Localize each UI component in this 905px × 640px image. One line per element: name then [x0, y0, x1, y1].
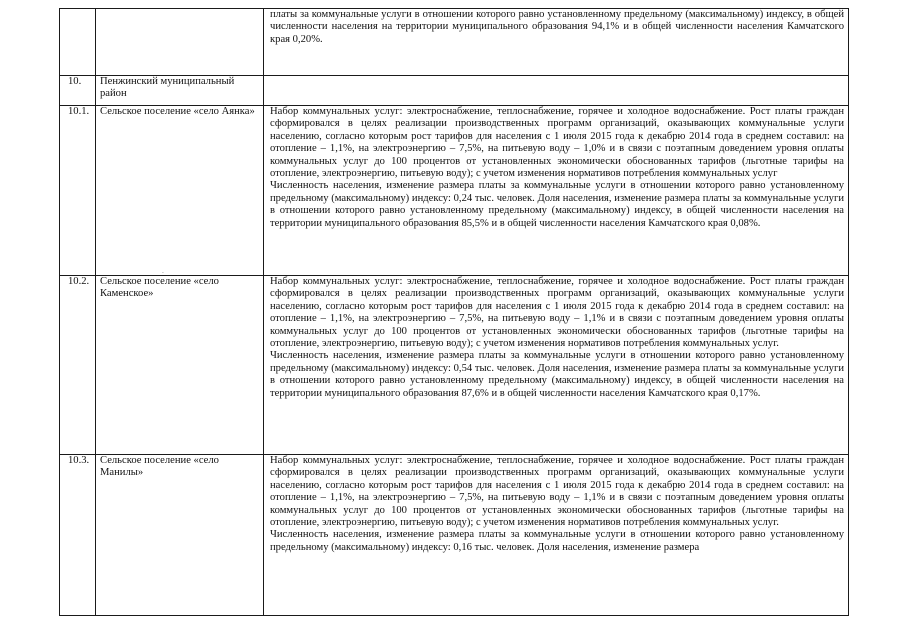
description-cell: [264, 455, 849, 616]
table-row: [60, 106, 849, 276]
table-row: [60, 76, 849, 106]
row-number-cell: 10.1.: [60, 106, 96, 276]
population-paragraph: Численность населения, изменение размера платы за коммунальные услуги в отношении которого равно установленному предельному (максимальному) индексу: 0,54 тыс. человек. Доля населения, изменение размера платы за коммунальные услуги в отношении которого равно установленному предельному (максимальному) индексу, в общей численности населения на территории муниципального образования 87,6% и в общей численности населения Камчатского края 0,17%.: [270, 350, 844, 399]
scan-speck: ·: [162, 270, 164, 277]
municipality-name-cell: Сельское поселение «село Каменское»: [96, 276, 264, 455]
row-number-cell: 10.: [60, 76, 96, 106]
row-number-cell: 10.2.: [60, 276, 96, 455]
description-cell: [264, 106, 849, 276]
municipality-name-cell: [96, 9, 264, 76]
municipality-name-cell: Пенжинский муниципальный район: [96, 76, 264, 106]
description-cell: [264, 276, 849, 455]
population-paragraph: Численность населения, изменение размера платы за коммунальные услуги в отношении которого равно установленному предельному (максимальному) индексу: 0,16 тыс. человек. Доля населения, изменение размера: [270, 529, 844, 553]
population-paragraph: Численность населения, изменение размера платы за коммунальные услуги в отношении которого равно установленному предельному (максимальному) индексу: 0,24 тыс. человек. Доля населения, изменение размера платы за коммунальные услуги в отношении которого равно установленному предельному (максимальному) индексу, в общей численности населения на территории муниципального образования 85,5% и в общей численности населения Камчатского края 0,08%.: [270, 180, 844, 229]
row-number-cell: [60, 9, 96, 76]
table-row: [60, 276, 849, 455]
description-cell: [264, 76, 849, 106]
municipality-name-cell: Сельское поселение «село Манилы»: [96, 455, 264, 616]
utilities-set-paragraph: Набор коммунальных услуг: электроснабжение, теплоснабжение, горячее и холодное водоснабжение. Рост платы граждан сформировался в целях реализации производственных программ организаций, оказывающих коммунальные услуги населению, согласно которым рост тарифов для населения с 1 июля 2015 года к декабрю 2014 года в среднем составил: на отопление – 1,1%, на электроэнергию – 7,5%, на питьевую воду – 1,1% и в связи с поэтапным доведением уровня оплаты коммунальных услуг до 100 процентов от установленных экономически обоснованных тарифов (льготные тарифы на отопление, электроэнергию, питьевую воду); с учетом изменения нормативов потребления коммунальных услуг.: [270, 276, 844, 350]
row-number-cell: 10.3.: [60, 455, 96, 616]
table-row: [60, 455, 849, 616]
utilities-set-paragraph: Набор коммунальных услуг: электроснабжение, теплоснабжение, горячее и холодное водоснабжение. Рост платы граждан сформировался в целях реализации производственных программ организаций, оказывающих коммунальные услуги населению, согласно которым рост тарифов для населения с 1 июля 2015 года к декабрю 2014 года в среднем составил: на отопление – 1,1%, на электроэнергию – 7,5%, на питьевую воду – 1,1% и в связи с поэтапным доведением уровня оплаты коммунальных услуг до 100 процентов от установленных экономически обоснованных тарифов (льготные тарифы на отопление, электроэнергию, питьевую воду); с учетом изменения нормативов потребления коммунальных услуг.: [270, 455, 844, 529]
municipality-name-cell: Сельское поселение «село Аянка»: [96, 106, 264, 276]
municipal-utilities-table: [59, 8, 849, 616]
utilities-set-paragraph: Набор коммунальных услуг: электроснабжение, теплоснабжение, горячее и холодное водоснабжение. Рост платы граждан сформировался в целях реализации производственных программ организаций, оказывающих коммунальные услуги населению, согласно которым рост тарифов для населения с 1 июля 2015 года к декабрю 2014 года в среднем составил: на отопление – 1,1%, на электроэнергию – 7,5%, на питьевую воду – 1,0% и в связи с поэтапным доведением уровня оплаты коммунальных услуг до 100 процентов от установленных экономически обоснованных тарифов (льготные тарифы на отопление, электроэнергию, питьевую воду); с учетом изменения нормативов потребления коммунальных услуг: [270, 106, 844, 180]
table-row: [60, 9, 849, 76]
description-cell: платы за коммунальные услуги в отношении которого равно установленному предельному (максимальному) индексу, в общей численности населения на территории муниципального образования 94,1% и в общей численности населения Камчатского края 0,20%.: [264, 9, 849, 76]
